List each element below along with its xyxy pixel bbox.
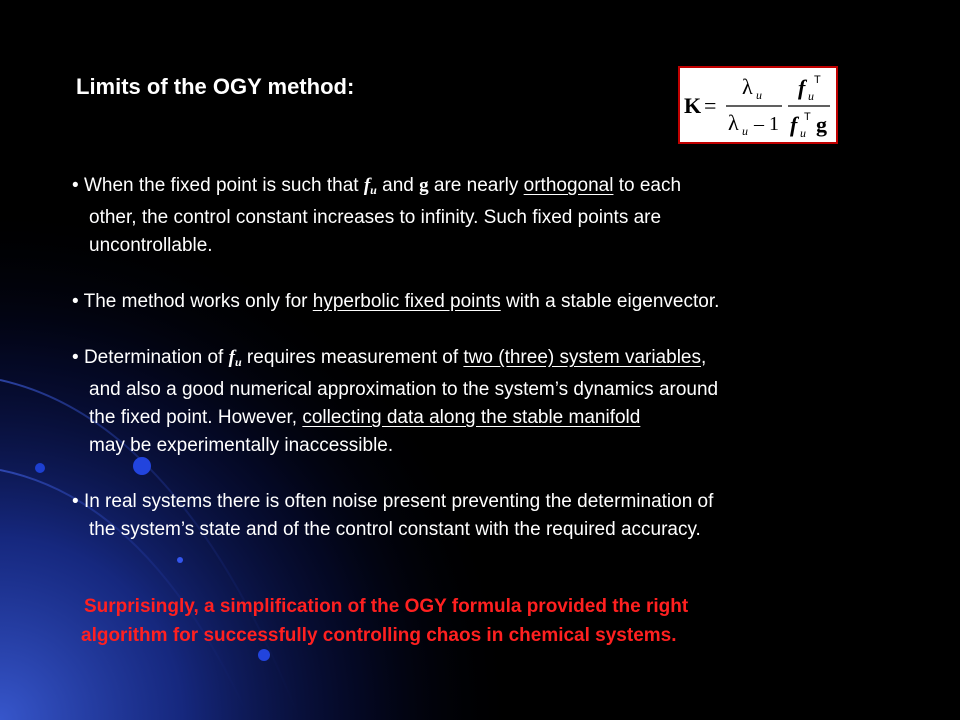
bullet-2: • The method works only for hyperbolic fixed points with a stable eigenvector. — [72, 291, 720, 312]
deco-dot — [35, 463, 45, 473]
formula-num-f-sub: u — [808, 89, 814, 103]
underlined-hyperbolic-fixed-points: hyperbolic fixed points — [312, 291, 501, 312]
underlined-orthogonal: orthogonal — [523, 175, 614, 196]
formula-den-lambda: λ — [728, 110, 739, 135]
formula-den-f-T: T — [804, 111, 811, 123]
bullet-1: • When the fixed point is such that $f_u$ and g are nearly orthogonal to each other, the control constant increases to infinity. Such fixed points are uncontrollable. — [72, 175, 682, 256]
formula-num-f: f — [798, 75, 806, 100]
formula-den-f: f — [790, 112, 798, 137]
underlined-system-variables: two (three) system variables — [463, 347, 701, 368]
bullet-marker: • — [72, 347, 79, 368]
bullet-marker: • — [72, 291, 79, 312]
formula-num-f-T: T — [814, 74, 821, 86]
formula-den-lambda-sub: u — [742, 124, 748, 138]
formula-num-lambda: λ — [742, 74, 753, 99]
bullet-list — [72, 172, 942, 572]
slide-title: Limits of the OGY method: — [76, 74, 355, 99]
conclusion-text: Surprisingly, a simplification of the OGY formula provided the right algorithm for successfully controlling chaos in chemical systems. — [81, 596, 689, 646]
bullet-3: • Determination of $f_u$ requires measurement of two (three) system variables, and also a good numerical approximation to the system’s dynamics around the fixed point. However, collecting data along the stable manifold may be experimentally inaccessible. — [72, 347, 719, 456]
formula-den-g: g — [816, 112, 827, 137]
underlined-stable-manifold: collecting data along the stable manifold — [302, 407, 641, 428]
formula-den-minus-one: – 1 — [754, 113, 779, 135]
bullet-marker: • — [72, 491, 79, 512]
bullet-4: • In real systems there is often noise present preventing the determination of the system’s state and of the control constant with the required accuracy. — [72, 491, 714, 540]
formula-den-f-sub: u — [800, 126, 806, 140]
deco-dot — [258, 649, 270, 661]
formula-graphic — [680, 68, 836, 142]
ogy-formula — [678, 66, 838, 144]
formula-num-lambda-sub: u — [756, 88, 762, 102]
formula-equals: = — [704, 93, 717, 118]
formula-lhs: K — [684, 93, 702, 118]
bullet-marker: • — [72, 175, 79, 196]
